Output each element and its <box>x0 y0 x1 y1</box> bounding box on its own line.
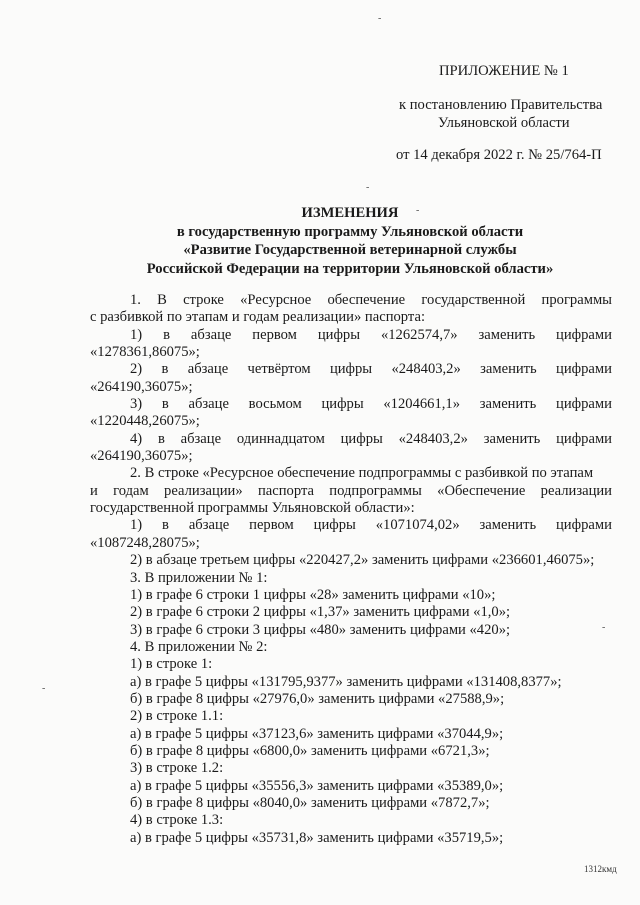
title-line: «Развитие Государственной ветеринарной службы <box>183 242 517 258</box>
document-stamp: 1312кмд <box>584 864 617 874</box>
body-line: б) в графе 8 цифры «6800,0» заменить цифрами «6721,3»; <box>130 742 490 759</box>
body-line: «1278361,86075»; <box>90 344 200 361</box>
document-title <box>60 204 640 278</box>
resolution-date: от 14 декабря 2022 г. № 25/764-П <box>396 147 602 163</box>
scan-speck: - <box>366 182 370 193</box>
body-line: 4) в строке 1.3: <box>130 812 224 829</box>
body-line: 2) в графе 6 строки 2 цифры «1,37» заменить цифрами «1,0»; <box>130 604 511 621</box>
body-line: 3) в абзаце восьмом цифры «1204661,1» заменить цифрами <box>130 396 612 413</box>
title-line: Российской Федерации на территории Ульяновской области» <box>146 260 554 277</box>
body-line: а) в графе 5 цифры «37123,6» заменить цифрами «37044,9»; <box>130 725 504 742</box>
body-line: 3. В приложении № 1: <box>130 569 268 586</box>
body-line: 2) в абзаце третьем цифры «220427,2» заменить цифрами «236601,46075»; <box>130 552 595 569</box>
body-line: 1) в строке 1: <box>130 656 213 673</box>
body-line: 4. В приложении № 2: <box>130 638 268 655</box>
body-line: а) в графе 5 цифры «35731,8» заменить цифрами «35719,5»; <box>130 829 504 846</box>
resolution-reference: к постановлению Правительства <box>399 97 603 113</box>
body-line: 4) в абзаце одиннадцатом цифры «248403,2» заменить цифрами <box>130 430 612 447</box>
body-line: с разбивкой по этапам и годам реализации» паспорта: <box>90 309 426 326</box>
body-line: 3) в строке 1.2: <box>130 760 224 777</box>
body-line: а) в графе 5 цифры «131795,9377» заменить цифрами «131408,8377»; <box>130 673 562 690</box>
body-line: б) в графе 8 цифры «8040,0» заменить цифрами «7872,7»; <box>130 794 490 811</box>
body-line: государственной программы Ульяновской области»: <box>90 500 415 517</box>
scan-speck: - <box>42 683 46 694</box>
body-line: 2) в абзаце четвёртом цифры «248403,2» заменить цифрами <box>130 361 612 378</box>
body-line: 3) в графе 6 строки 3 цифры «480» заменить цифрами «420»; <box>130 621 511 638</box>
body-line: 1) в абзаце первом цифры «1071074,02» заменить цифрами <box>130 517 612 534</box>
body-line: 1) в абзаце первом цифры «1262574,7» заменить цифрами <box>130 326 612 343</box>
body-line: а) в графе 5 цифры «35556,3» заменить цифрами «35389,0»; <box>130 777 504 794</box>
body-line: «264190,36075»; <box>90 448 193 465</box>
body-line: 1) в графе 6 строки 1 цифры «28» заменить цифрами «10»; <box>130 586 496 603</box>
title-heading: ИЗМЕНЕНИЯ <box>301 205 399 221</box>
body-line: «1220448,26075»; <box>90 413 200 430</box>
scan-speck: - <box>602 622 606 633</box>
body-line: «1087248,28075»; <box>90 534 200 551</box>
body-line: «264190,36075»; <box>90 378 193 395</box>
scan-speck: - <box>378 13 382 24</box>
resolution-authority: Ульяновской области <box>438 115 570 131</box>
body-line: 1. В строке «Ресурсное обеспечение государственной программы <box>130 292 612 308</box>
body-line: и годам реализации» паспорта подпрограммы «Обеспечение реализации <box>90 482 612 499</box>
appendix-title: ПРИЛОЖЕНИЕ № 1 <box>439 63 569 79</box>
body-line: б) в графе 8 цифры «27976,0» заменить цифрами «27588,9»; <box>130 690 505 707</box>
scan-speck: - <box>416 205 420 216</box>
document-body <box>90 292 612 847</box>
body-line: 2) в строке 1.1: <box>130 708 224 725</box>
title-line: в государственную программу Ульяновской области <box>176 223 524 240</box>
body-line: 2. В строке «Ресурсное обеспечение подпрограммы с разбивкой по этапам <box>130 465 594 482</box>
